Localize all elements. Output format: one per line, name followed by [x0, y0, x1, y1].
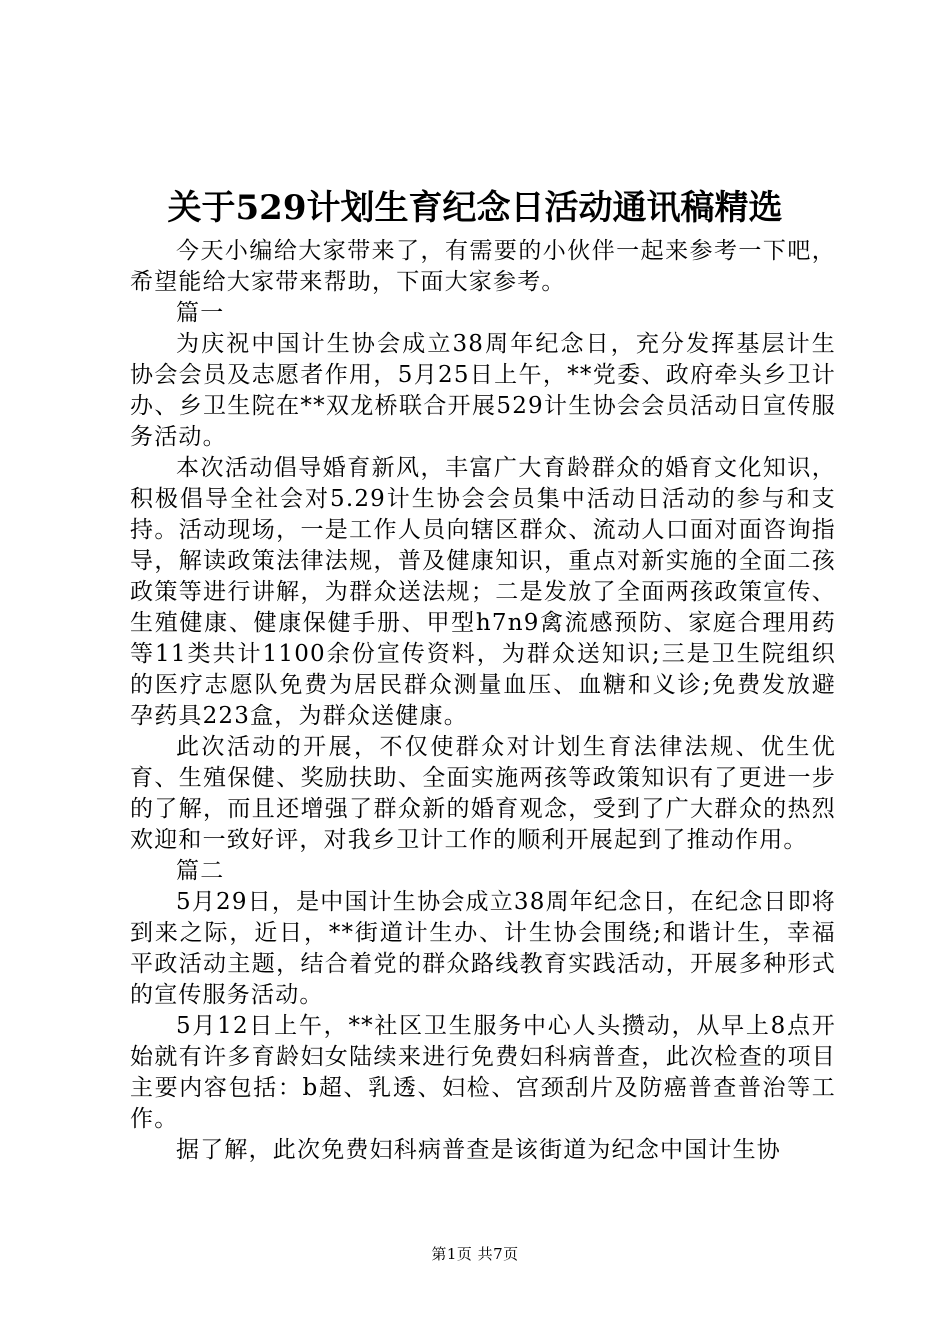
document-title: 关于529计划生育纪念日活动通讯稿精选 [167, 188, 783, 228]
section-heading-2: 篇二 [176, 858, 225, 884]
document-body [130, 236, 836, 1166]
body-paragraph: 本次活动倡导婚育新风，丰富广大育龄群众的婚育文化知识，积极倡导全社会对5.29计生协会会员集中活动日活动的参与和支持。活动现场，一是工作人员向辖区群众、流动人口面对面咨询指导，解读政策法律法规，普及健康知识，重点对新实施的全面二孩政策等进行讲解，为群众送法规；二是发放了全面两孩政策宣传、生殖健康、健康保健手册、甲型h7n9禽流感预防、家庭合理用药等11类共计1100余份宣传资料，为群众送知识;三是卫生院组织的医疗志愿队免费为居民群众测量血压、血糖和义诊;免费发放避孕药具223盒，为群众送健康。 [130, 455, 836, 729]
body-paragraph: 此次活动的开展，不仅使群众对计划生育法律法规、优生优育、生殖保健、奖励扶助、全面实施两孩等政策知识有了更进一步的了解，而且还增强了群众新的婚育观念，受到了广大群众的热烈欢迎和一致好评，对我乡卫计工作的顺利开展起到了推动作用。 [130, 734, 836, 853]
intro-paragraph: 今天小编给大家带来了，有需要的小伙伴一起来参考一下吧，希望能给大家带来帮助，下面大家参考。 [130, 238, 836, 295]
body-paragraph: 据了解，此次免费妇科病普查是该街道为纪念中国计生协 [176, 1137, 781, 1163]
body-paragraph: 5月12日上午，**社区卫生服务中心人头攒动，从早上8点开始就有许多育龄妇女陆续来进行免费妇科病普查，此次检查的项目主要内容包括：b超、乳透、妇检、宫颈刮片及防癌普查普治等工作。 [130, 1013, 836, 1132]
body-paragraph: 5月29日，是中国计生协会成立38周年纪念日，在纪念日即将到来之际，近日，**街道计生办、计生协会围绕;和谐计生，幸福平政活动主题，结合着党的群众路线教育实践活动，开展多种形式的宣传服务活动。 [130, 889, 836, 1008]
section-heading-1: 篇一 [176, 300, 225, 326]
page-number-footer: 第1页 共7页 [431, 1245, 519, 1263]
body-paragraph: 为庆祝中国计生协会成立38周年纪念日，充分发挥基层计生协会会员及志愿者作用，5月25日上午，**党委、政府牵头乡卫计办、乡卫生院在**双龙桥联合开展529计生协会会员活动日宣传服务活动。 [130, 331, 836, 450]
